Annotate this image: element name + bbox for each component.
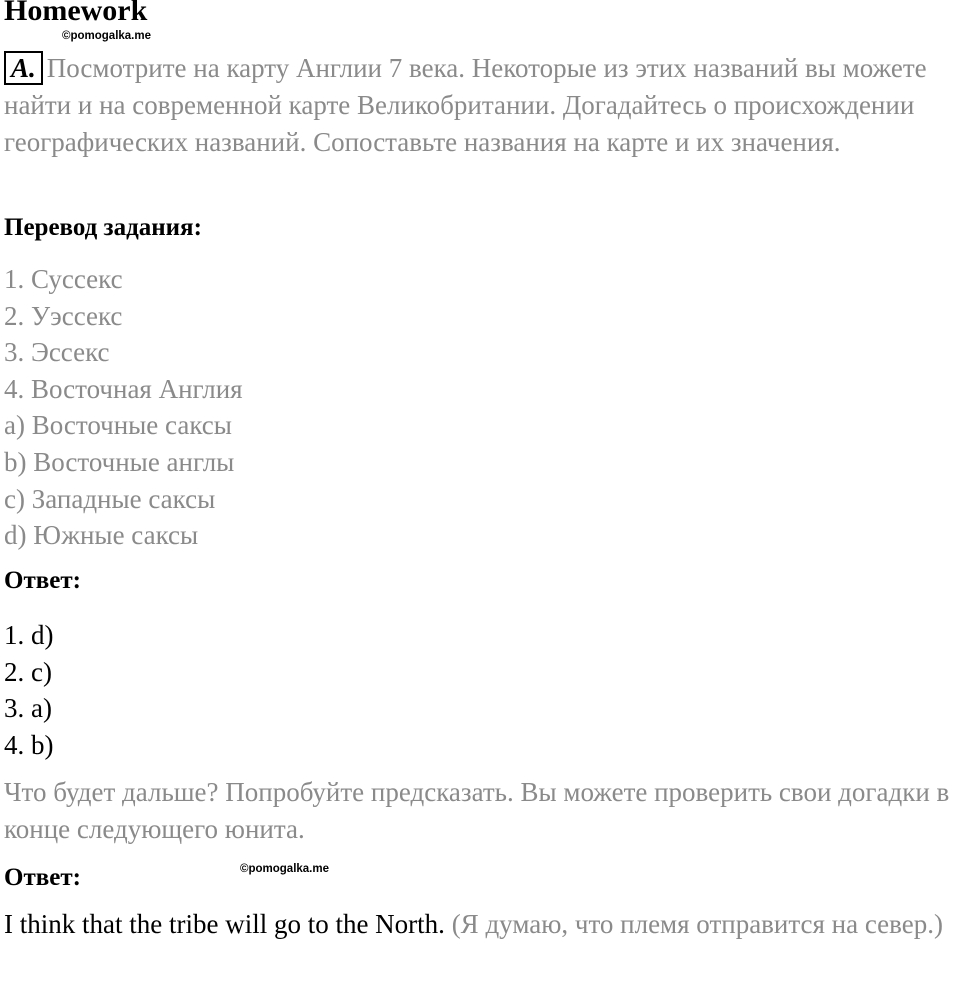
task-paragraph: [4, 50, 959, 161]
final-answer: [4, 906, 959, 943]
list-item: b) Восточные англы: [4, 446, 235, 477]
answer-item: 3. a): [4, 693, 52, 724]
list-item: a) Восточные саксы: [4, 410, 232, 441]
list-item: 4. Восточная Англия: [4, 373, 243, 404]
answer-item: 1. d): [4, 620, 54, 650]
watermark-2: ©pomogalka.me: [240, 863, 329, 875]
list-item: 3. Эссекс: [4, 337, 110, 368]
question-paragraph: Что будет дальше? Попробуйте предсказать. Вы можете проверить свои догадки в конце следующего юнита.: [4, 777, 950, 844]
answer-heading-2: Ответ:: [4, 864, 81, 891]
page-title: Homework: [4, 0, 148, 27]
list-item: d) Южные саксы: [4, 520, 199, 551]
list-item: 2. Уэссекс: [4, 300, 123, 331]
translation-list: [4, 261, 243, 554]
final-answer-english: I think that the tribe will go to the North.: [4, 909, 445, 939]
answer-item: 2. c): [4, 656, 52, 687]
answer-heading: Ответ:: [4, 567, 81, 594]
answer-list: [4, 617, 54, 763]
list-item: c) Западные саксы: [4, 483, 216, 514]
answer-item: 4. b): [4, 729, 54, 760]
translation-heading: Перевод задания:: [4, 214, 202, 241]
task-badge: A.: [4, 51, 43, 85]
list-item: 1. Суссекс: [4, 264, 123, 294]
final-answer-russian: (Я думаю, что племя отправится на север.): [451, 909, 943, 939]
task-text: Посмотрите на карту Англии 7 века. Некоторые из этих названий вы можете найти и на современной карте Великобритании. Догадайтесь о происхождении географических названий. Сопоставьте названия на карте и их значения.: [4, 53, 927, 157]
watermark: ©pomogalka.me: [62, 30, 151, 42]
